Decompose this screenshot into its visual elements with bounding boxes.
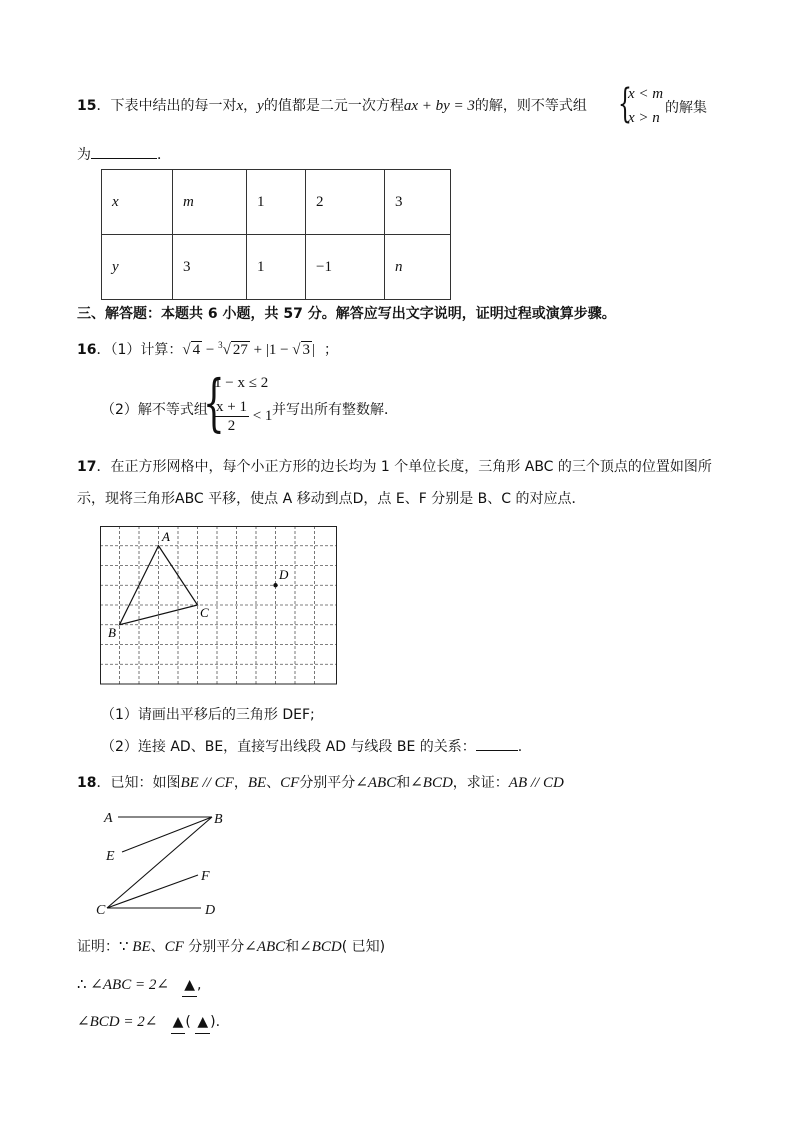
table-row xyxy=(102,170,451,235)
q15-sep: ， xyxy=(243,98,258,114)
q18-number: 18 xyxy=(77,775,97,791)
q18-proof-l3-end: ). xyxy=(210,1014,221,1030)
q16-sqrt-arg: 4 xyxy=(192,342,201,358)
q18-proof-be: BE xyxy=(132,939,151,955)
triangle-icon: ▲ xyxy=(184,977,196,993)
q17-sub1: （1）请画出平移后的三角形 DEF; xyxy=(101,707,315,723)
q16-cube-index: 3 xyxy=(218,340,223,350)
label-a: A xyxy=(162,529,170,544)
q17-line2: 示，现将三角形ABC 平移，使点 A 移动到点D，点 E、F 分别是 B、C 的对应点． xyxy=(77,491,586,507)
q16-plus: + xyxy=(249,342,266,358)
table-cell: 3 xyxy=(173,235,247,300)
table-row xyxy=(102,235,451,300)
q18-proof-cf: CF xyxy=(164,939,184,955)
label-a: A xyxy=(104,811,113,826)
q16-part1-label: ．（1）计算： xyxy=(96,342,183,358)
q17-sub2-text: （2）连接 AD、BE，直接写出线段 AD 与线段 BE 的关系： xyxy=(101,739,476,755)
q15-var-y: y xyxy=(257,98,264,114)
q18-be: BE xyxy=(247,775,267,791)
q15-text-a: ．下表中结出的每一对 xyxy=(96,98,237,114)
segment-bc xyxy=(107,817,212,908)
q17-text-line1: ．在正方形网格中，每个小正方形的边长均为 1 个单位长度，三角形 ABC 的三个顶点的位置如图所 xyxy=(96,459,712,475)
q16-frac-rel: < 1 xyxy=(252,407,273,424)
q15-text-c: 的解，则不等式组 xyxy=(474,98,587,114)
table-cell: −1 xyxy=(306,235,385,300)
q16-part2-label: （2）解不等式组 xyxy=(101,402,208,418)
q15-value-table xyxy=(101,169,451,300)
q16-frac-den: 2 xyxy=(227,418,236,434)
label-f: F xyxy=(201,869,210,884)
q18-text-d: ，求证： xyxy=(452,775,509,791)
q15-ineq1: x < m xyxy=(628,86,664,102)
q15-brace: { xyxy=(618,81,632,127)
q18-answer-blank-3 xyxy=(195,1011,210,1034)
grid-lines xyxy=(100,526,336,684)
q18-proof-sep: 、 xyxy=(150,939,165,955)
q15-answer-blank xyxy=(91,144,157,159)
q18-figure xyxy=(95,806,235,918)
q16-frac-num: x + 1 xyxy=(216,399,247,415)
q18-goal: AB // CD xyxy=(508,775,564,791)
q15-text-d: 的解集 xyxy=(665,100,707,116)
q16-minus: − xyxy=(202,342,219,358)
q18-proof-ang-bcd: ∠BCD xyxy=(299,939,342,955)
q18-cf: CF xyxy=(280,775,300,791)
q15-ineq2: x > n xyxy=(628,110,660,126)
point-d xyxy=(273,583,277,587)
q17-sub2 xyxy=(101,736,522,756)
q18-proof-l2: ∠ABC = 2∠ xyxy=(90,977,169,993)
q18-proof-l3-mid: ( xyxy=(185,1014,191,1030)
q16-abs-expr: 1 − xyxy=(268,342,293,358)
q18-proof-line1 xyxy=(77,936,385,958)
q16-sys-line2 xyxy=(214,398,272,435)
q16-part1: 16．（1）计算：√ 4 − $^3$√ 27 + |1 − √ 3 | ； xyxy=(77,340,338,358)
q18-sep: 、 xyxy=(266,775,281,791)
q17-number: 17 xyxy=(77,459,97,475)
q18-proof-label: 证明： xyxy=(77,939,119,955)
q18-therefore: ∴ xyxy=(77,977,91,993)
q18-text-b: ， xyxy=(233,775,248,791)
q15-line1 xyxy=(77,95,587,117)
table-cell: 1 xyxy=(247,235,306,300)
q18-proof-l2-end: , xyxy=(197,977,202,993)
label-c: C xyxy=(96,903,106,918)
q18-cond1: BE // CF xyxy=(180,775,234,791)
q15-text-b: 的值都是二元一次方程 xyxy=(263,98,404,114)
q15-text-f: ． xyxy=(157,147,171,163)
table-cell: 2 xyxy=(306,170,385,235)
q18-ang-bcd: ∠BCD xyxy=(410,775,453,791)
q16-brace: { xyxy=(203,366,225,439)
q18-proof-l1-end: ( 已知) xyxy=(341,939,386,955)
q18-text-a: ．已知：如图 xyxy=(96,775,181,791)
q17-line1 xyxy=(77,456,712,476)
q18-proof-and: 和 xyxy=(285,939,300,955)
table-cell: m xyxy=(173,170,247,235)
label-b: B xyxy=(108,625,116,640)
label-d: D xyxy=(205,903,216,918)
q18-and: 和 xyxy=(396,775,411,791)
q16-abs-sqrt-arg: 3 xyxy=(302,342,311,358)
label-b: B xyxy=(214,812,223,827)
segment-be xyxy=(122,817,212,852)
triangle-icon: ▲ xyxy=(172,1014,184,1030)
q18-proof-line2 xyxy=(77,974,201,997)
q15-equation: ax + by = 3 xyxy=(403,98,475,114)
q16-part2-end: 并写出所有整数解． xyxy=(272,402,398,418)
label-e: E xyxy=(106,849,115,864)
q16-sys-line1: 1 − x ≤ 2 xyxy=(214,375,269,391)
q15-line2 xyxy=(77,144,171,164)
q18-proof-l3: ∠BCD = 2∠ xyxy=(77,1014,158,1030)
segment-cf xyxy=(107,875,198,908)
q17-sub2-end: . xyxy=(517,739,523,755)
section-heading: 三、解答题：本题共 6 小题，共 57 分。解答应写出文字说明，证明过程或演算步骤。 xyxy=(77,306,616,322)
q15-text-e: 为 xyxy=(77,147,91,163)
triangle-icon: ▲ xyxy=(197,1014,209,1030)
q16-number: 16 xyxy=(77,342,97,358)
q15-var-x: x xyxy=(236,98,244,114)
q16-cube-arg: 27 xyxy=(232,342,248,358)
q18-proof-l1-mid: 分别平分 xyxy=(183,939,245,955)
table-cell: x xyxy=(102,170,173,235)
q15-number: 15 xyxy=(77,98,97,114)
q16-part1-end: ； xyxy=(323,342,338,358)
table-cell: 1 xyxy=(247,170,306,235)
label-d: D xyxy=(279,567,289,582)
q17-answer-blank xyxy=(476,736,518,751)
q18-answer-blank-2 xyxy=(171,1011,186,1034)
label-c: C xyxy=(200,605,209,620)
q18-because: ∵ xyxy=(119,939,133,955)
table-cell: y xyxy=(102,235,173,300)
q18-ang-abc: ∠ABC xyxy=(355,775,397,791)
table-cell: n xyxy=(385,235,451,300)
q17-grid-figure xyxy=(100,526,338,686)
q18-statement xyxy=(77,772,564,794)
q18-text-c: 分别平分 xyxy=(299,775,356,791)
q18-answer-blank-1 xyxy=(182,974,197,997)
q18-proof-line3 xyxy=(77,1011,220,1034)
q18-proof-ang-abc: ∠ABC xyxy=(244,939,286,955)
table-cell: 3 xyxy=(385,170,451,235)
